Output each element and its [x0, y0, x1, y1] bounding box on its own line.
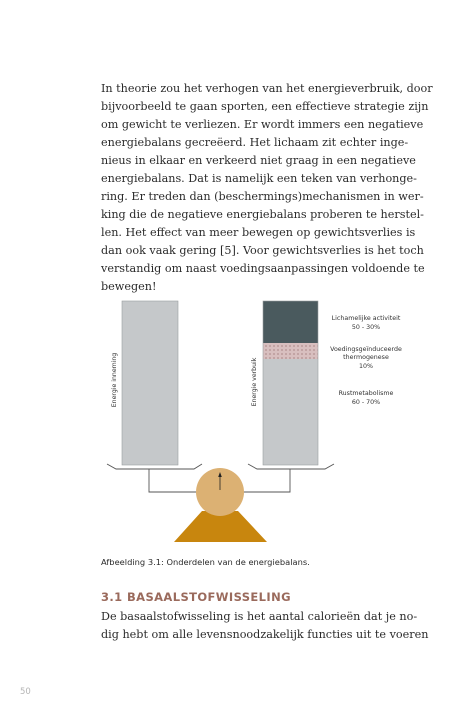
- section-paragraph: [101, 608, 441, 644]
- paragraph-line: De basaalstofwisseling is het aantal calorieën dat je no-: [101, 610, 418, 623]
- segment-thermogenesis: [263, 343, 318, 359]
- paragraph-line: bewegen!: [101, 280, 157, 293]
- paragraph-line: len. Het effect van meer bewegen op gewichtsverlies is: [101, 226, 416, 239]
- thermogenesis-label-line2: thermogenese: [343, 354, 389, 361]
- segment-physical-activity: [263, 301, 318, 343]
- paragraph-line: energiebalans gecreëerd. Het lichaam zit echter inge-: [101, 136, 409, 149]
- segment-resting-metabolism: [263, 359, 318, 465]
- paragraph-line: dan ook vaak gering [5]. Voor gewichtsverlies is het toch: [101, 244, 424, 257]
- paragraph-line: In theorie zou het verhogen van het energieverbruik, door: [101, 82, 433, 95]
- thermogenesis-label: Voedingsgeïnduceerde: [330, 346, 402, 353]
- paragraph-line: ring. Er treden dan (beschermings)mechanismen in wer-: [101, 190, 424, 203]
- paragraph-line: energiebalans. Dat is namelijk een teken van verhonge-: [101, 172, 417, 185]
- page-number: 50: [20, 687, 31, 697]
- physical-activity-label: Lichamelijke activiteit: [331, 315, 401, 322]
- paragraph-line: verstandig om naast voedingsaanpassingen voldoende te: [101, 262, 425, 275]
- paragraph-line: nieus in elkaar en verkeerd niet graag in een negatieve: [101, 154, 416, 167]
- paragraph-line: om gewicht te verliezen. Er wordt immers een negatieve: [101, 118, 424, 131]
- resting-metabolism-range: 60 - 70%: [351, 399, 381, 406]
- intake-bar: [122, 301, 178, 465]
- paragraph-line: dig hebt om alle levensnoodzakelijk functies uit te voeren: [101, 628, 429, 641]
- figure-caption: Afbeelding 3.1: Onderdelen van de energiebalans.: [101, 557, 310, 567]
- paragraph-line: king die de negatieve energiebalans proberen te herstel-: [101, 208, 424, 221]
- section-heading: 3.1 BASAALSTOFWISSELING: [101, 590, 291, 604]
- thermogenesis-range: 10%: [359, 363, 373, 370]
- physical-activity-range: 50 - 30%: [351, 324, 381, 331]
- resting-metabolism-label: Rustmetabolisme: [338, 390, 394, 397]
- intake-bar-label: Energie inneming: [111, 352, 118, 408]
- paragraph-line: bijvoorbeeld te gaan sporten, een effectieve strategie zijn: [101, 100, 429, 113]
- expenditure-bar-label: Energie verbuik: [251, 357, 258, 407]
